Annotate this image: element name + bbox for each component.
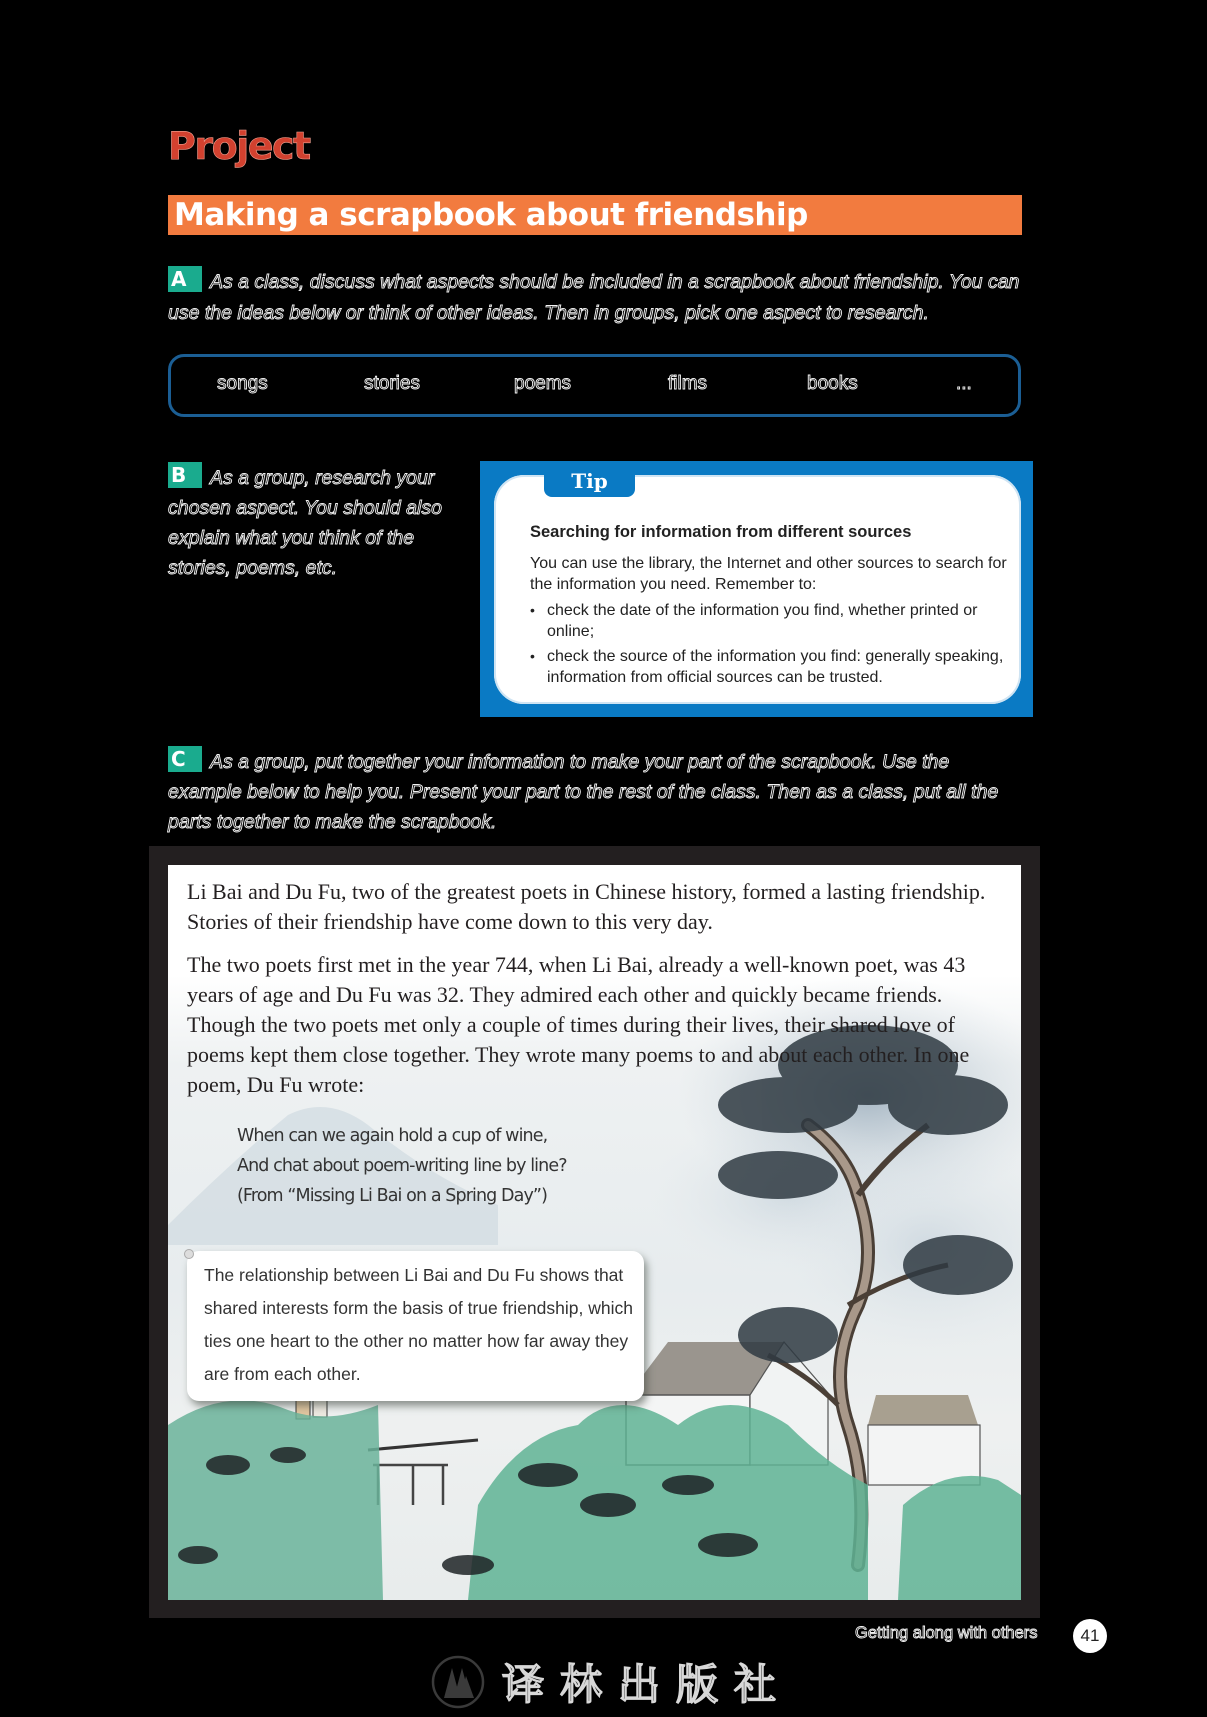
idea-poems: poems [514, 373, 572, 394]
section-a-badge: A [168, 266, 202, 292]
bridge [368, 1440, 478, 1505]
page-title: Making a scrapbook about friendship [168, 195, 1022, 235]
tip-tab: Tip [544, 467, 635, 497]
opinion-text: The relationship between Li Bai and Du Fu shows that shared interests form the basis of true friendship, which ties one heart to the other no matter how far away they are from each other. [204, 1265, 633, 1384]
poem-line: And chat about poem-writing line by line? [237, 1156, 567, 1176]
tip-bullet-list [530, 600, 1012, 688]
tip-bullet: • check the source of the information you find: generally speaking, information from official sources can be trusted. [530, 646, 1012, 688]
tip-content [494, 469, 1021, 704]
idea-songs: songs [217, 373, 268, 394]
page-number: 41 [1073, 1619, 1107, 1653]
section-c-text: As a group, put together your information to make your part of the scrapbook. Use the example below to help you. Present your part to the rest of the class. Then as a class, put all the parts together to make the scrapbook. [168, 751, 999, 833]
section-b-text: As a group, research your chosen aspect. You should also explain what you think of the stories, poems, etc. [168, 467, 442, 579]
tip-bullet: • check the date of the information you find, whether printed or online; [530, 600, 1012, 642]
project-heading: Project [168, 124, 310, 168]
story-paragraph: Li Bai and Du Fu, two of the greatest poets in Chinese history, formed a lasting friendship. Stories of their friendship have come down to this very day. [187, 879, 986, 934]
opinion-note-card [187, 1251, 644, 1401]
ideas-box [168, 354, 1021, 417]
idea-more: ... [956, 373, 972, 394]
section-b-instruction [168, 462, 468, 583]
idea-stories: stories [364, 373, 420, 394]
poem-quote [237, 1121, 567, 1211]
section-b-badge: B [168, 462, 202, 488]
scrapbook-page [168, 865, 1021, 1600]
poem-line: When can we again hold a cup of wine, [237, 1126, 548, 1146]
publisher-logo [430, 1652, 792, 1712]
tip-intro: You can use the library, the Internet and other sources to search for the information you need. Remember to: [530, 555, 1007, 593]
idea-films: films [668, 373, 708, 394]
chapter-title: Getting along with others [855, 1624, 1038, 1642]
idea-books: books [807, 373, 858, 394]
section-c-instruction [168, 746, 1018, 837]
publisher-name: 译林出版社 [502, 1660, 793, 1709]
tree-logo-icon [430, 1654, 486, 1710]
tip-title: Searching for information from different sources [530, 523, 912, 541]
scrapbook-example-frame [149, 846, 1040, 1618]
poem-source: (From “Missing Li Bai on a Spring Day”) [237, 1186, 547, 1206]
tip-box [480, 461, 1033, 717]
pin-icon [184, 1249, 194, 1259]
story-paragraph: The two poets first met in the year 744, when Li Bai, already a well-known poet, was 43 years of age and Du Fu was 32. They admired each other and quickly became friends. Though the two poets met only a couple of times during their lives, their shared love of poems kept them close together. They wrote many poems to and about each other. In one poem, Du Fu wrote: [187, 952, 970, 1097]
section-c-badge: C [168, 746, 202, 772]
section-a-text: As a class, discuss what aspects should be included in a scrapbook about friendship. You can use the ideas below or think of other ideas. Then in groups, pick one aspect to research. [168, 271, 1020, 324]
section-a-instruction [168, 266, 1022, 329]
tip-body [530, 553, 1012, 692]
